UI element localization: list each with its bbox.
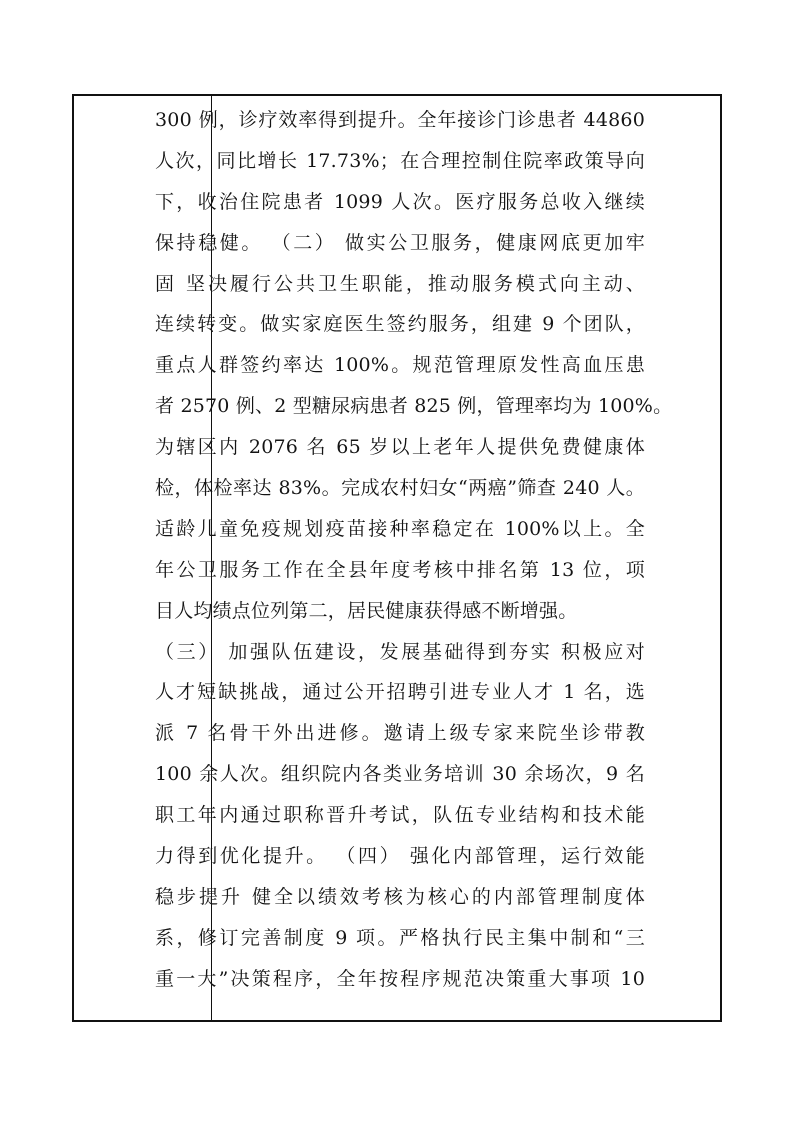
text-line: 固 坚决履行公共卫生职能，推动服务模式向主动、 [155,272,645,295]
text-line: 力得到优化提升。 （四） 强化内部管理，运行效能 [155,845,645,868]
text-line: 人次，同比增长 17.73%；在合理控制住院率政策导向 [155,149,645,172]
text-line: 者 2570 例、2 型糖尿病患者 825 例，管理率均为 100%。 [155,395,673,418]
text-line: 保持稳健。 （二） 做实公卫服务，健康网底更加牢 [155,231,645,254]
text-line: 人才短缺挑战，通过公开招聘引进专业人才 1 名，选 [155,681,645,704]
text-line: 职工年内通过职称晋升考试，队伍专业结构和技术能 [155,804,645,827]
text-line: 派 7 名骨干外出进修。邀请上级专家来院坐诊带教 [155,722,645,745]
text-line: 稳步提升 健全以绩效考核为核心的内部管理制度体 [155,885,645,908]
text-line: 目人均绩点位列第二，居民健康获得感不断增强。 [155,599,578,622]
text-line: 适龄儿童免疫规划疫苗接种率稳定在 100%以上。全 [155,517,645,540]
text-line: 检，体检率达 83%。完成农村妇女“两癌”筛查 240 人。 [155,477,645,500]
text-line: 年公卫服务工作在全县年度考核中排名第 13 位，项 [155,558,645,581]
text-line: 重一大”决策程序，全年按程序规范决策重大事项 10 [155,967,645,990]
text-line: 下，收治住院患者 1099 人次。医疗服务总收入继续 [155,190,645,213]
text-line: 100 余人次。组织院内各类业务培训 30 余场次，9 名 [155,763,645,786]
text-line: 300 例，诊疗效率得到提升。全年接诊门诊患者 44860 [155,109,645,131]
content-cell [155,100,673,1000]
text-line: （三） 加强队伍建设，发展基础得到夯实 积极应对 [155,640,645,663]
text-line: 重点人群签约率达 100%。规范管理原发性高血压患 [155,354,645,377]
text-line: 为辖区内 2076 名 65 岁以上老年人提供免费健康体 [155,436,645,459]
text-line: 连续转变。做实家庭医生签约服务，组建 9 个团队， [155,313,645,336]
text-line: 系，修订完善制度 9 项。严格执行民主集中制和“三 [155,926,645,949]
